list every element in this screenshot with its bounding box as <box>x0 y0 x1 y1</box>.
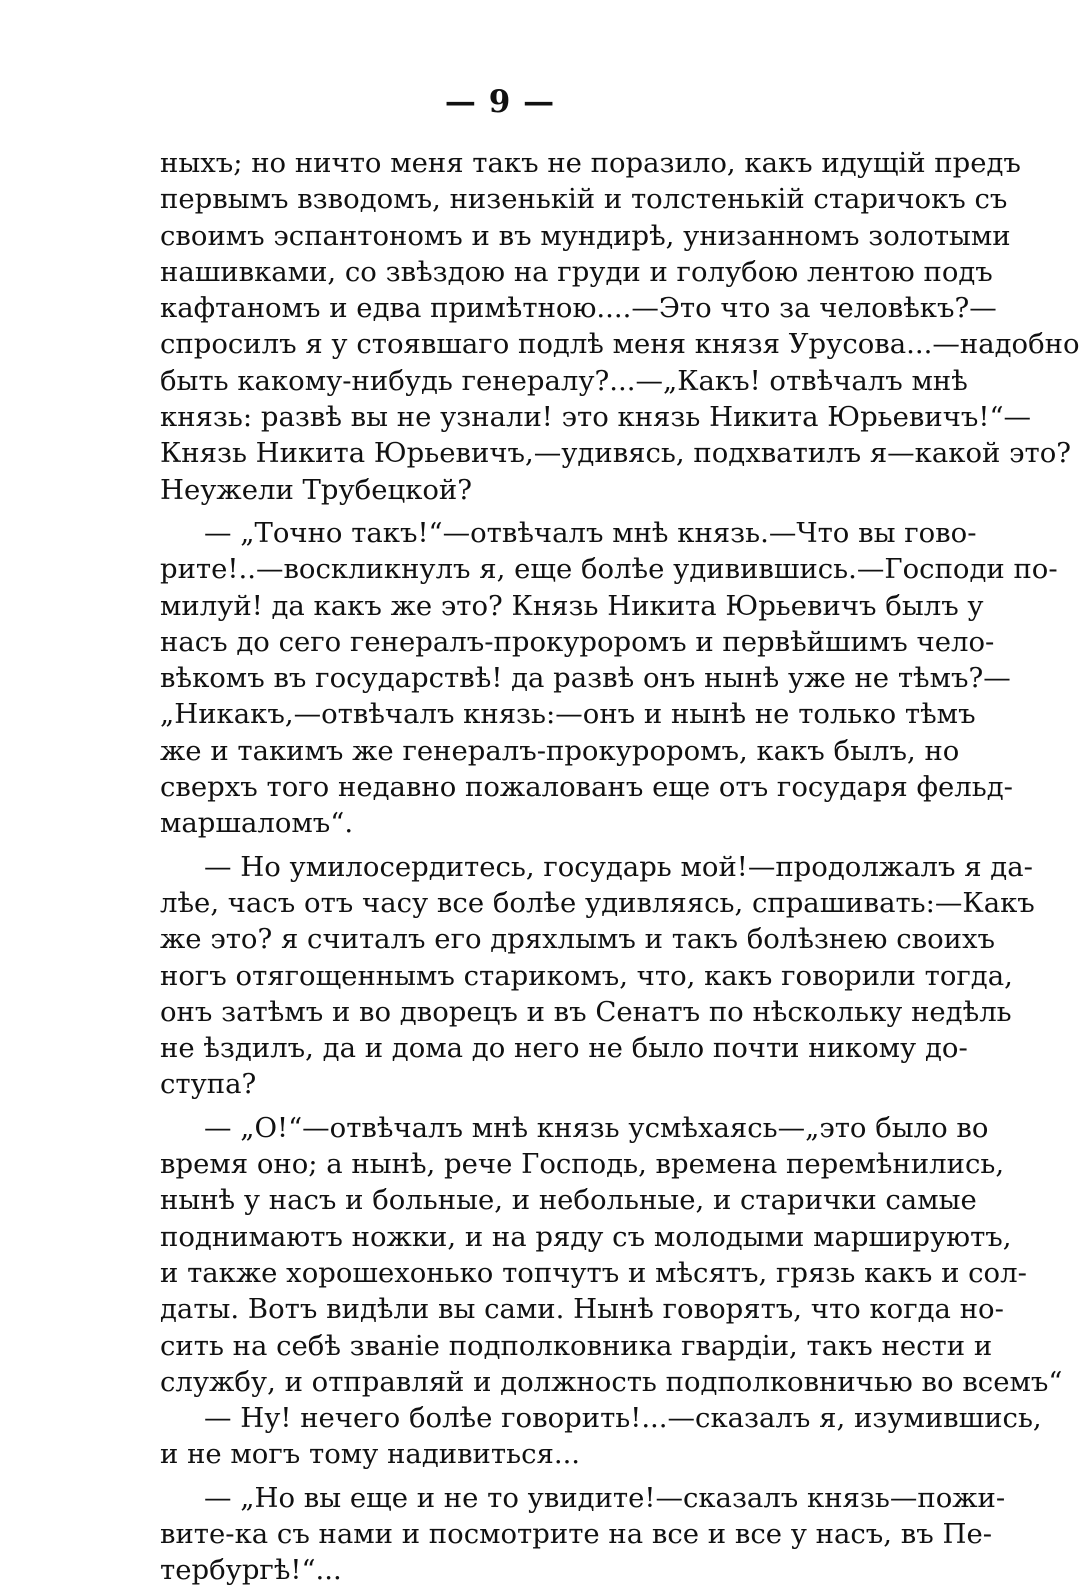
text-line: — Но умилосердитесь, государь мой!—продолжалъ я да- <box>204 850 1033 883</box>
text-line: поднимаютъ ножки, и на ряду съ молодыми маршируютъ, <box>160 1220 1012 1253</box>
text-line: и также хорошехонько топчутъ и мѣсятъ, грязь какъ и сол- <box>160 1256 1027 1289</box>
text-line: время оно; а нынѣ, рече Господь, времена перемѣнились, <box>160 1148 1005 1181</box>
text-line: лѣе, часъ отъ часу все болѣе удивляясь, спрашивать:—Какъ <box>160 886 1035 919</box>
text-line: нынѣ у насъ и больные, и небольные, и старички самые <box>160 1184 977 1217</box>
paragraph <box>160 515 1058 842</box>
text-line: же это? я считалъ его дряхлымъ и такъ болѣзнею своихъ <box>160 923 995 956</box>
text-line: маршаломъ“. <box>160 807 354 840</box>
text-line: вѣкомъ въ государствѣ! да развѣ онъ нынѣ уже не тѣмъ?— <box>160 662 1011 695</box>
text-line: — „Но вы еще и не то увидите!—сказалъ князь—пожи- <box>204 1481 1006 1514</box>
paragraph <box>160 1480 1006 1589</box>
text-line: первымъ взводомъ, низенькій и толстенькій старичокъ съ <box>160 183 1008 216</box>
text-line: своимъ эспантономъ и въ мундирѣ, унизанномъ золотыми <box>160 219 1011 252</box>
text-line: Неужели Трубецкой? <box>160 473 473 506</box>
text-line: ногъ отягощеннымъ старикомъ, что, какъ говорили тогда, <box>160 959 1013 992</box>
text-line: сверхъ того недавно пожалованъ еще отъ государя фельд- <box>160 771 1013 804</box>
text-line: вите-ка съ нами и посмотрите на все и все у насъ, въ Пе- <box>160 1517 993 1550</box>
text-line: быть какому-нибудь генералу?...—„Какъ! отвѣчалъ мнѣ <box>160 364 968 397</box>
text-line: не ѣздилъ, да и дома до него не было почти никому до- <box>160 1032 968 1065</box>
text-line: князь: развѣ вы не узнали! это князь Никита Юрьевичъ!“— <box>160 401 1032 434</box>
text-line: тербургѣ!“... <box>160 1554 342 1587</box>
text-line: — Ну! нечего болѣе говорить!...—сказалъ я, изумившись, <box>204 1402 1042 1435</box>
paragraph <box>160 1110 1063 1400</box>
paragraph <box>160 1400 1042 1473</box>
text-line: онъ затѣмъ и во дворецъ и въ Сенатъ по нѣскольку недѣль <box>160 995 1012 1028</box>
page-number: — 9 — <box>444 84 556 120</box>
paragraph <box>160 849 1035 1103</box>
text-line: кафтаномъ и едва примѣтною....—Это что за человѣкъ?— <box>160 292 997 325</box>
paragraph <box>160 145 1080 508</box>
text-line: ступа? <box>160 1068 257 1101</box>
body-text <box>160 145 1080 1589</box>
text-line: нашивками, со звѣздою на груди и голубою лентою подъ <box>160 255 993 288</box>
text-line: насъ до сего генералъ-прокуроромъ и первѣйшимъ чело- <box>160 625 995 658</box>
text-line: — „Точно такъ!“—отвѣчалъ мнѣ князь.—Что вы гово- <box>204 516 977 549</box>
text-line: службу, и отправляй и должность подполковничью во всемъ“ <box>160 1365 1063 1398</box>
text-line: рите!..—воскликнулъ я, еще болѣе удивившись.—Господи по- <box>160 553 1058 586</box>
text-line: „Никакъ,—отвѣчалъ князь:—онъ и нынѣ не только тѣмъ <box>160 698 976 731</box>
text-line: Князь Никита Юрьевичъ,—удивясь, подхватилъ я—какой это? <box>160 437 1071 470</box>
text-line: и не могъ тому надивиться... <box>160 1438 581 1471</box>
text-line: же и такимъ же генералъ-прокуроромъ, какъ былъ, но <box>160 734 960 767</box>
text-line: сить на себѣ званіе подполковника гвардіи, такъ нести и <box>160 1329 993 1362</box>
text-line: — „О!“—отвѣчалъ мнѣ князь усмѣхаясь—„это было во <box>204 1111 989 1144</box>
text-line: милуй! да какъ же это? Князь Никита Юрьевичъ былъ у <box>160 589 984 622</box>
text-line: ныхъ; но ничто меня такъ не поразило, какъ идущій предъ <box>160 147 1021 179</box>
text-line: спросилъ я у стоявшаго подлѣ меня князя Урусова...—надобно <box>160 328 1080 361</box>
text-line: даты. Вотъ видѣли вы сами. Нынѣ говорятъ, что когда но- <box>160 1293 1004 1326</box>
